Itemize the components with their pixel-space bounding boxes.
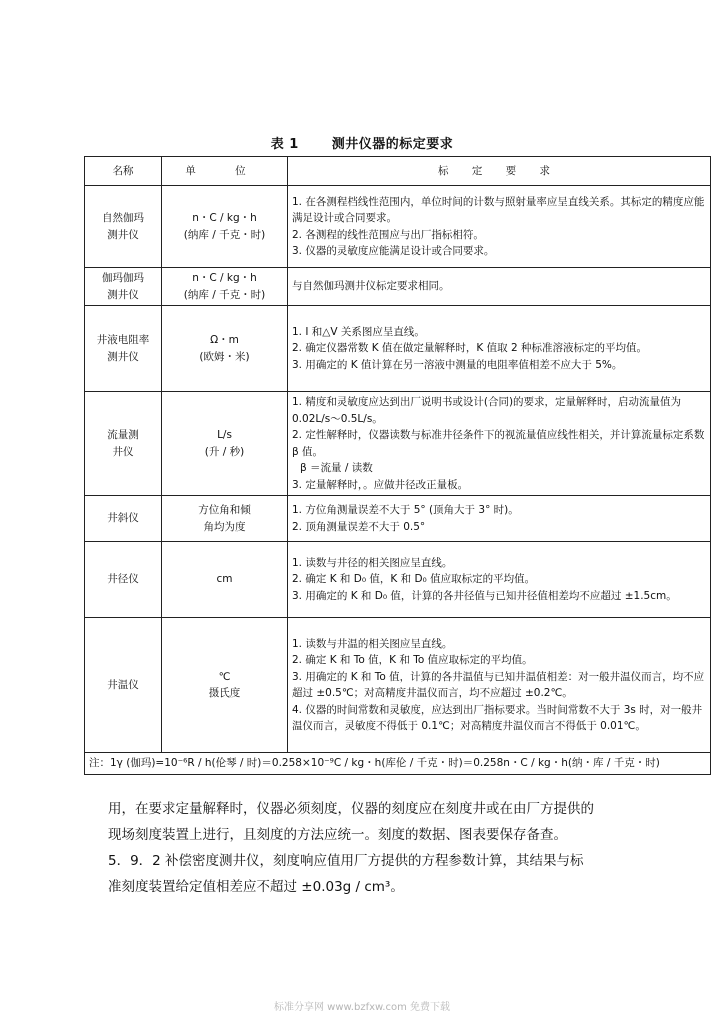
header-unit: 单 位 <box>162 157 288 186</box>
row-requirement: 1. 精度和灵敏度应达到出厂说明书或设计(合同)的要求，定量解释时，启动流量值为 0.02L/s～0.5L/s。 2. 定性解释时，仪器读数与标准井径条件下的视流量值应线性相关，并计算流量标定系数 β 值。 β ＝流量 / 读数 3. 定量解释时，。应做井径改正量板。 <box>288 392 711 496</box>
row-unit: L/s (升 / 秒) <box>162 392 288 496</box>
row-name: 井液电阻率 测井仪 <box>85 306 162 392</box>
table-row <box>85 268 711 306</box>
row-unit: n・C / kg・h (纳库 / 千克・时) <box>162 186 288 268</box>
row-name: 井斜仪 <box>85 496 162 542</box>
row-name: 伽玛伽玛 测井仪 <box>85 268 162 306</box>
body-para1-line1: 用，在要求定量解释时，仪器必须刻度，仪器的刻度应在刻度井或在由厂方提供的 <box>108 801 594 817</box>
table-row <box>85 542 711 618</box>
row-unit: ℃ 摄氏度 <box>162 618 288 753</box>
table-row <box>85 618 711 753</box>
table-body <box>85 186 711 775</box>
header-name: 名称 <box>85 157 162 186</box>
table-caption <box>0 133 724 152</box>
row-unit: n・C / kg・h (纳库 / 千克・时) <box>162 268 288 306</box>
row-requirement: 1. 读数与井温的相关图应呈直线。 2. 确定 K 和 To 值，K 和 To 值应取标定的平均值。 3. 用确定的 K 和 To 值，计算的各井温值与已知井温值相差：对一般井温仪而言，均不应超过 ±0.5℃；对高精度井温仪而言，均不应超过 ±0.2℃。 4. 仪器的时间常数和灵敏度，应达到出厂指标要求。当时间常数不大于 3s 时，对一般井温仪而言，灵敏度不得低于 0.1℃；对高精度井温仪而言不得低于 0.01℃。 <box>288 618 711 753</box>
row-name: 自然伽玛 测井仪 <box>85 186 162 268</box>
header-requirement: 标 定 要 求 <box>288 157 711 186</box>
row-unit: Ω・m (欧姆・米) <box>162 306 288 392</box>
row-requirement: 1. 读数与井径的相关图应呈直线。 2. 确定 K 和 D₀ 值，K 和 D₀ 值应取标定的平均值。 3. 用确定的 K 和 D₀ 值，计算的各井径值与已知井径值相差均不应超过 ±1.5cm。 <box>288 542 711 618</box>
table-row <box>85 306 711 392</box>
watermark: 标准分享网 www.bzfxw.com 免费下载 <box>274 1002 450 1013</box>
row-unit: cm <box>162 542 288 618</box>
row-requirement: 1. 方位角测量误差不大于 5° (顶角大于 3° 时)。 2. 顶角测量误差不大于 0.5° <box>288 496 711 542</box>
row-requirement: 与自然伽玛测井仪标定要求相同。 <box>288 268 711 306</box>
table-note-row <box>85 753 711 775</box>
row-name: 井温仪 <box>85 618 162 753</box>
row-requirement: 1. I 和△V 关系图应呈直线。 2. 确定仪器常数 K 值在做定量解释时，K 值取 2 种标准溶液标定的平均值。 3. 用确定的 K 值计算在另一溶液中测量的电阻率值相差不应大于 5%。 <box>288 306 711 392</box>
table-note: 注：1γ (伽玛)=10⁻⁶R / h(伦琴 / 时)＝0.258×10⁻⁹C / kg・h(库伦 / 千克・时)＝0.258n・C / kg・h(纳・库 / 千克・时) <box>85 753 711 775</box>
row-name: 流量测 井仪 <box>85 392 162 496</box>
body-para1-line2: 现场刻度装置上进行，且刻度的方法应统一。刻度的数据、图表要保存备查。 <box>108 827 567 843</box>
row-name: 井径仪 <box>85 542 162 618</box>
table-row <box>85 496 711 542</box>
row-requirement: 1. 在各测程档线性范围内，单位时间的计数与照射量率应呈直线关系。其标定的精度应能满足设计或合同要求。 2. 各测程的线性范围应与出厂指标相符。 3. 仪器的灵敏度应能满足设计或合同要求。 <box>288 186 711 268</box>
clause-5-9-2-line2: 准刻度装置给定值相差应不超过 ±0.03g / cm³。 <box>108 879 404 895</box>
clause-5-9-2-line1: 5．9．2 补偿密度测井仪，刻度响应值用厂方提供的方程参数计算，其结果与标 <box>108 853 584 869</box>
table-row <box>85 186 711 268</box>
table-header-row <box>85 157 711 186</box>
table-title: 测井仪器的标定要求 <box>331 137 454 152</box>
table-row <box>85 392 711 496</box>
calibration-table <box>84 156 711 775</box>
row-unit: 方位角和倾 角均为度 <box>162 496 288 542</box>
table-number: 表 1 <box>270 137 299 152</box>
